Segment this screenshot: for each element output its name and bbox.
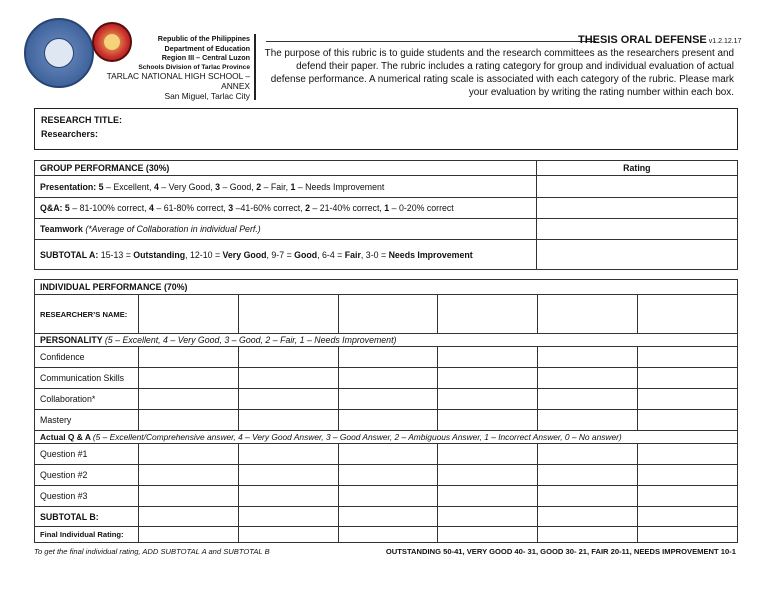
researcher-name-cell[interactable] — [438, 295, 538, 334]
page-title: THESIS ORAL DEFENSE v1.2.12.17 — [578, 34, 742, 46]
rating-cell[interactable] — [638, 486, 738, 507]
rating-cell[interactable] — [538, 347, 638, 368]
rating-cell[interactable] — [638, 444, 738, 465]
subtotal-b-label: SUBTOTAL B: — [35, 507, 139, 527]
school-info — [106, 34, 250, 101]
teamwork-row: Teamwork (*Average of Collaboration in individual Perf.) — [35, 219, 537, 240]
rating-cell[interactable] — [338, 368, 438, 389]
researcher-name-cell[interactable] — [338, 295, 438, 334]
rating-cell[interactable] — [338, 465, 438, 486]
final-rating-label: Final Individual Rating: — [35, 527, 139, 543]
school-address: San Miguel, Tarlac City — [164, 90, 250, 101]
researcher-name-cell[interactable] — [138, 295, 238, 334]
rating-cell[interactable] — [538, 368, 638, 389]
rating-cell[interactable] — [238, 368, 338, 389]
purpose-text: The purpose of this rubric is to guide students and the research committees as the researchers present and defend their paper. The rubric includes a rating category for group and individual evaluation of actual defense performance. A numerical rating scale is associated with each category of the rubric. Please mark your evaluation by writing the rating number within each box. — [264, 48, 734, 98]
rating-cell[interactable] — [638, 527, 738, 543]
school-line: Region III – Central Luzon — [161, 53, 250, 63]
rating-cell[interactable] — [438, 347, 538, 368]
rating-cell[interactable] — [338, 507, 438, 527]
question-label: Question #2 — [35, 465, 139, 486]
rating-cell[interactable] — [338, 389, 438, 410]
rating-cell[interactable] — [538, 527, 638, 543]
document-header — [22, 18, 742, 100]
rating-cell[interactable] — [338, 444, 438, 465]
rating-cell[interactable] — [238, 347, 338, 368]
rating-cell[interactable] — [238, 465, 338, 486]
rating-cell[interactable] — [438, 368, 538, 389]
subtotal-a-rating-cell[interactable] — [536, 240, 737, 270]
rating-cell[interactable] — [438, 465, 538, 486]
rating-cell[interactable] — [238, 507, 338, 527]
individual-heading: INDIVIDUAL PERFORMANCE (70%) — [35, 280, 738, 295]
subtotal-a-row: SUBTOTAL A: 15-13 = Outstanding, 12-10 = Very Good, 9-7 = Good, 6-4 = Fair, 3-0 = Needs Improvement — [35, 240, 537, 270]
footer-scale: OUTSTANDING 50-41, VERY GOOD 40- 31, GOOD 30- 21, FAIR 20-11, NEEDS IMPROVEMENT 10-1 — [385, 547, 736, 556]
rating-cell[interactable] — [138, 465, 238, 486]
presentation-rating-cell[interactable] — [536, 176, 737, 198]
rating-cell[interactable] — [338, 527, 438, 543]
rating-cell[interactable] — [638, 465, 738, 486]
criteria-label: Mastery — [35, 410, 139, 431]
researcher-name-cell[interactable] — [638, 295, 738, 334]
research-info-box — [34, 108, 738, 150]
rating-cell[interactable] — [538, 389, 638, 410]
researchers-label: Researchers: — [41, 129, 99, 139]
rating-cell[interactable] — [338, 347, 438, 368]
rating-cell[interactable] — [638, 410, 738, 431]
deped-seal-icon — [24, 18, 94, 88]
rating-cell[interactable] — [138, 444, 238, 465]
criteria-label: Collaboration* — [35, 389, 139, 410]
criteria-label: Confidence — [35, 347, 139, 368]
qa-row: Q&A: 5 – 81-100% correct, 4 – 61-80% correct, 3 –41-60% correct, 2 – 21-40% correct, 1 – 0-20% correct — [35, 198, 537, 219]
rating-cell[interactable] — [438, 527, 538, 543]
rating-cell[interactable] — [638, 507, 738, 527]
qa-rating-cell[interactable] — [536, 198, 737, 219]
rating-cell[interactable] — [238, 527, 338, 543]
rating-cell[interactable] — [538, 465, 638, 486]
header-divider — [254, 34, 256, 100]
footer-note: To get the final individual rating, ADD SUBTOTAL A and SUBTOTAL B — [34, 547, 270, 556]
presentation-row: Presentation: 5 – Excellent, 4 – Very Good, 3 – Good, 2 – Fair, 1 – Needs Improvement — [35, 176, 537, 198]
school-name: TARLAC NATIONAL HIGH SCHOOL – ANNEX — [106, 71, 250, 91]
rating-cell[interactable] — [138, 410, 238, 431]
title-rule — [266, 41, 596, 42]
rating-cell[interactable] — [338, 410, 438, 431]
school-line: Schools Division of Tarlac Province — [138, 63, 250, 71]
question-label: Question #1 — [35, 444, 139, 465]
rating-header: Rating — [536, 161, 737, 176]
rating-cell[interactable] — [438, 444, 538, 465]
rating-cell[interactable] — [438, 486, 538, 507]
individual-performance-table — [34, 279, 738, 543]
rating-cell[interactable] — [538, 486, 638, 507]
rating-cell[interactable] — [538, 507, 638, 527]
school-line: Department of Education — [164, 43, 250, 53]
version-label: v1.2.12.17 — [708, 38, 742, 45]
rating-cell[interactable] — [138, 507, 238, 527]
rating-cell[interactable] — [538, 410, 638, 431]
group-performance-table — [34, 160, 738, 270]
researcher-name-label: RESEARCHER’S NAME: — [35, 295, 139, 334]
rating-cell[interactable] — [638, 347, 738, 368]
rating-cell[interactable] — [238, 486, 338, 507]
rating-cell[interactable] — [138, 527, 238, 543]
rating-cell[interactable] — [538, 444, 638, 465]
actual-qa-heading: Actual Q & A (5 – Excellent/Comprehensive answer, 4 – Very Good Answer, 3 – Good Answer, 2 – Ambiguous Answer, 1 – Incorrect Answer, 0 – No answer) — [35, 431, 738, 444]
rating-cell[interactable] — [638, 368, 738, 389]
group-heading: GROUP PERFORMANCE (30%) — [35, 161, 537, 176]
rating-cell[interactable] — [138, 368, 238, 389]
researcher-name-cell[interactable] — [538, 295, 638, 334]
personality-heading: PERSONALITY (5 – Excellent, 4 – Very Good, 3 – Good, 2 – Fair, 1 – Needs Improvement) — [35, 334, 738, 347]
researcher-name-cell[interactable] — [238, 295, 338, 334]
research-title-label: RESEARCH TITLE: — [41, 115, 122, 125]
criteria-label: Communication Skills — [35, 368, 139, 389]
rating-cell[interactable] — [238, 389, 338, 410]
rating-cell[interactable] — [338, 486, 438, 507]
rating-cell[interactable] — [138, 347, 238, 368]
teamwork-rating-cell[interactable] — [536, 219, 737, 240]
rating-cell[interactable] — [638, 389, 738, 410]
rating-cell[interactable] — [238, 444, 338, 465]
rating-cell[interactable] — [138, 486, 238, 507]
rating-cell[interactable] — [238, 410, 338, 431]
rating-cell[interactable] — [438, 389, 538, 410]
rating-cell[interactable] — [438, 410, 538, 431]
question-label: Question #3 — [35, 486, 139, 507]
rating-cell[interactable] — [138, 389, 238, 410]
school-line: Republic of the Philippines — [157, 34, 250, 43]
rating-cell[interactable] — [438, 507, 538, 527]
